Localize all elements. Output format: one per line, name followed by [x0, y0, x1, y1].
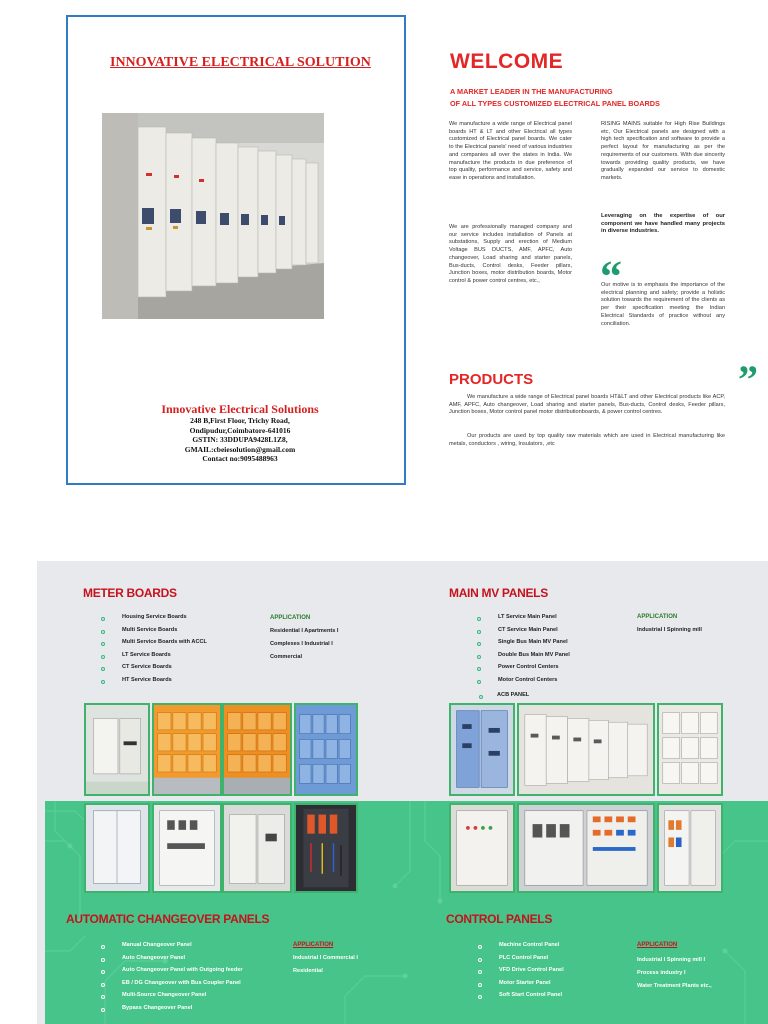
bullet-icon [477, 667, 481, 671]
welcome-col2-p2: Our motive is to emphasis the importance of the electrical planning and safety; provide a holistic solution towards the requirement of the clients as per their specification meeting the Indian Electrical Standards of practice without any conciliation. [601, 282, 725, 327]
mv-panel-photo [449, 703, 515, 796]
cover-contact: Contact no:9095488963 [202, 454, 278, 463]
cover-panel-photo [102, 113, 324, 319]
tagline-line1: A MARKET LEADER IN THE MANUFACTURING [450, 87, 613, 96]
bullet-icon [101, 680, 105, 684]
meter-board-photo [294, 703, 358, 796]
meter-boards-app-line: Complexes I Industrial I [270, 641, 333, 647]
cover-address-line1: 248 B,First Floor, Trichy Road, [190, 416, 290, 425]
auto-changeover-heading: AUTOMATIC CHANGEOVER PANELS [66, 912, 270, 926]
list-item-label: Motor Control Centers [498, 676, 558, 683]
control-panels-app-line: Water Treatment Plants etc., [637, 983, 712, 989]
products-heading: PRODUCTS [449, 371, 534, 388]
bullet-icon [101, 995, 105, 999]
auto-changeover-app-heading: APPLICATION [293, 942, 334, 948]
bullet-icon [101, 1008, 105, 1012]
welcome-col2-bold: Leveraging on the expertise of our component we have handled many projects in diverse industries. [601, 213, 725, 235]
cover-title: INNOVATIVE ELECTRICAL SOLUTION [110, 55, 371, 70]
close-quote-icon: ” [738, 357, 758, 402]
bullet-icon [478, 995, 482, 999]
list-item-label: LT Service Boards [122, 651, 171, 658]
products-p1: We manufacture a wide range of Electrical panel boards HT&LT and other Electrical products like ACP, AMF, APFC, Auto changeover, Load sharing and starter panels, Bus-ducts, Control desks, Feeder pillars, Junction boxes, Motor control panel motor distributionboards, & power control centres. [449, 394, 725, 416]
control-panels-heading: CONTROL PANELS [446, 912, 553, 926]
bullet-icon [478, 958, 482, 962]
meter-boards-app-line: Commercial [270, 654, 303, 660]
bullet-icon [477, 617, 481, 621]
control-panel-photo [517, 803, 655, 893]
bullet-icon [101, 630, 105, 634]
control-panel-photo [449, 803, 515, 893]
bullet-icon [101, 958, 105, 962]
list-item-label: Machine Control Panel [499, 942, 560, 948]
list-item-label: Multi-Source Changeover Panel [122, 992, 207, 998]
meter-boards-heading: METER BOARDS [83, 586, 177, 600]
bullet-icon [477, 630, 481, 634]
bullet-icon [477, 680, 481, 684]
control-panels-app-line: Process industry I [637, 970, 686, 976]
control-panels-app-heading: APPLICATION [637, 942, 678, 948]
meter-boards-app-heading: APPLICATION [270, 615, 311, 621]
changeover-panel-photo [222, 803, 292, 893]
list-item-label: Soft Start Control Panel [499, 992, 563, 998]
list-item-label: LT Service Main Panel [498, 614, 557, 620]
list-item-label: Multi Service Boards [122, 626, 178, 633]
main-mv-app-heading: APPLICATION [637, 614, 678, 620]
list-item-label: Motor Starter Panel [499, 979, 551, 986]
list-item-label: Manual Changeover Panel [122, 942, 192, 948]
bullet-icon [101, 983, 105, 987]
list-item-label: HT Service Boards [122, 676, 172, 683]
list-item-label: CT Service Main Panel [498, 626, 558, 633]
welcome-tagline [450, 86, 710, 110]
acb-panel-label: ACB PANEL [497, 692, 530, 698]
bullet-icon [477, 655, 481, 659]
cover-gmail: GMAIL:cbeiesolution@gmail.com [184, 444, 296, 454]
list-item-label: Multi Service Boards with ACCL [122, 639, 207, 645]
meter-board-photo [84, 703, 150, 796]
meter-board-photo [222, 703, 292, 796]
auto-changeover-app-line: Industrial I Commercial I [293, 955, 358, 961]
list-item-label: CT Service Boards [122, 664, 172, 670]
auto-changeover-app-line: Residential [293, 968, 323, 974]
mv-panel-photo [517, 703, 655, 796]
bullet-icon [101, 655, 105, 659]
list-item-label: Auto Changeover Panel [122, 954, 186, 961]
list-item-label: Housing Service Boards [122, 614, 187, 620]
bullet-icon [101, 617, 105, 621]
changeover-panel-photo [152, 803, 222, 893]
list-item-label: Bypass Changeover Panel [122, 1004, 193, 1011]
main-mv-heading: MAIN MV PANELS [449, 586, 548, 600]
cover-firm-name: Innovative Electrical Solutions [161, 402, 319, 416]
control-panel-photo [657, 803, 723, 893]
main-mv-app-line: Industrial I Spinning mill [637, 627, 702, 633]
bullet-icon [477, 642, 481, 646]
bullet-icon [101, 945, 105, 949]
open-quote-icon: “ [600, 252, 622, 301]
bullet-icon [478, 983, 482, 987]
mv-panel-photo [657, 703, 723, 796]
cover-contact-block [130, 402, 350, 464]
list-item-label: EB / DG Changeover with Bus Coupler Panel [122, 979, 241, 986]
welcome-col2-p1: RISING MAINS suitable for High Rise Buildings etc, Our Electrical panels are designed with a high tech specification and software to provide a perfect layout for manufacturing as per the requirements of our customers. With due sincerity towards providing quality products, we have gradually expanded our service to domestic markets. [601, 121, 725, 181]
welcome-heading: WELCOME [450, 50, 564, 73]
meter-boards-app-line: Residential I Apartments I [270, 628, 339, 634]
control-panels-app-line: Industrial I Spinning mill I [637, 957, 706, 963]
changeover-panel-photo [84, 803, 150, 893]
changeover-panel-photo [294, 803, 358, 893]
list-item-label: Auto Changeover Panel with Outgoing feeder [122, 967, 243, 973]
list-item-label: Single Bus Main MV Panel [498, 639, 568, 645]
bullet-icon [101, 642, 105, 646]
bullet-icon [478, 945, 482, 949]
bullet-icon [101, 970, 105, 974]
bullet-icon [479, 695, 483, 699]
cover-gstin: GSTIN: 33DDUPA9428L1Z8, [192, 435, 288, 444]
welcome-col1-p1: We manufacture a wide range of Electrical panel boards HT & LT and other Electrical all types customized of Electrical panel boards. We cater to the Electrical panels' need of various industries and companies all over the states in India. We manufacture the products in due preference of top quality, performance and service, safety and ease in operations and installation. [449, 121, 572, 181]
list-item-label: Double Bus Main MV Panel [498, 651, 570, 658]
bullet-icon [478, 970, 482, 974]
list-item-label: PLC Control Panel [499, 954, 549, 961]
meter-board-photo [152, 703, 222, 796]
welcome-col1-p2: We are professionally managed company and our service includes installation of Panels at substations, Supply and erection of Medium Voltage BUS DUCTS, AMF, APFC, Auto changeover, Load sharing and starter panels, Bus-ducts, Control desks, Feeder pillars, Junction boxes, motor distribution boards, Motor control & power control centres, etc., [449, 224, 572, 284]
list-item-label: Power Control Centers [498, 664, 559, 670]
products-p2: Our products are used by top quality raw materials which are used in Electrical manufacturing like metals, conductors , wiring, Insulators, ,etc [449, 433, 725, 447]
cover-address-line2: Ondipudur,Coimbatore-641016 [189, 425, 291, 435]
bullet-icon [101, 667, 105, 671]
list-item-label: VFD Drive Control Panel [499, 967, 564, 973]
tagline-line2: OF ALL TYPES CUSTOMIZED ELECTRICAL PANEL BOARDS [450, 99, 660, 108]
